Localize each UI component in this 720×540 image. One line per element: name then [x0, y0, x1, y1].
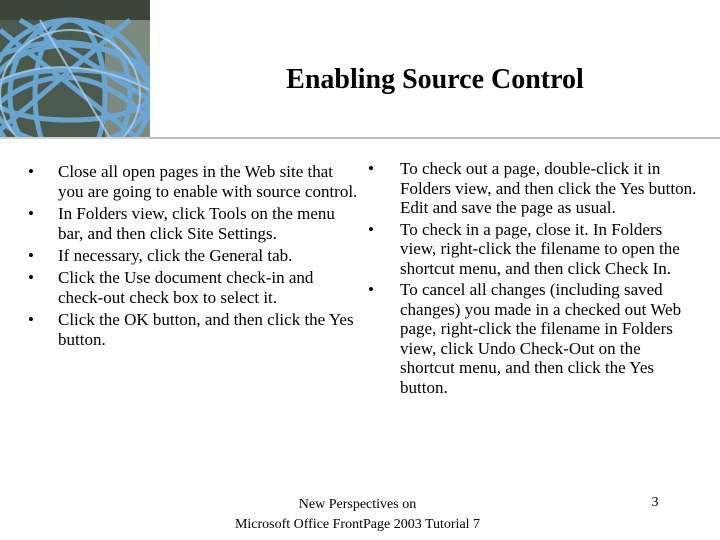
- bullet-text: To check in a page, close it. In Folders view, right-click the filename to open the shortcut menu, and then click Check In.: [400, 219, 680, 278]
- bullet-text: Click the OK button, and then click the Yes button.: [58, 310, 354, 349]
- bullet-icon: •: [28, 204, 34, 223]
- bullet-icon: •: [368, 219, 374, 239]
- page-number: 3: [651, 495, 659, 510]
- slide-title: Enabling Source Control: [286, 64, 584, 95]
- bullet-item: [366, 220, 698, 279]
- bullet-text: To cancel all changes (including saved changes) you made in a checked out Web page, right-click the filename in Folders view, click Undo Check-Out on the shortcut menu, and then click the Yes button.: [400, 280, 682, 397]
- bullet-item: [28, 268, 358, 308]
- footer: [200, 495, 515, 535]
- title-divider: [150, 137, 720, 139]
- bullet-text: Click the Use document check-in and check-out check box to select it.: [58, 268, 314, 307]
- footer-line-2: Microsoft Office FrontPage 2003 Tutorial 7: [234, 517, 481, 532]
- bullet-icon: •: [368, 280, 374, 299]
- bullet-item: [28, 204, 358, 244]
- bullet-text: To check out a page, double-click it in Folders view, and then click the Yes button. Edit and save the page as usual.: [400, 159, 697, 217]
- bullet-text: If necessary, click the General tab.: [58, 246, 293, 265]
- left-bullet-list: [28, 162, 358, 350]
- footer-line-1: New Perspectives on: [298, 497, 417, 512]
- sphere-sculpture-photo: [0, 0, 150, 138]
- bullet-icon: •: [28, 162, 34, 181]
- title-divider-left: [0, 137, 150, 139]
- sphere-sculpture-icon: [0, 0, 150, 138]
- bullet-icon: •: [28, 246, 34, 265]
- right-bullet-list: [366, 159, 698, 397]
- bullet-item: [366, 280, 698, 397]
- left-column: [28, 162, 358, 352]
- bullet-text: In Folders view, click Tools on the menu bar, and then click Site Settings.: [58, 204, 335, 243]
- right-column: [366, 159, 698, 399]
- bullet-icon: •: [368, 159, 374, 178]
- bullet-text: Close all open pages in the Web site that you are going to enable with source control.: [58, 162, 358, 201]
- bullet-item: [28, 162, 358, 202]
- bullet-item: [28, 310, 358, 350]
- bullet-icon: •: [28, 268, 34, 287]
- bullet-item: [366, 159, 698, 218]
- bullet-item: [28, 246, 358, 266]
- bullet-icon: •: [28, 310, 34, 329]
